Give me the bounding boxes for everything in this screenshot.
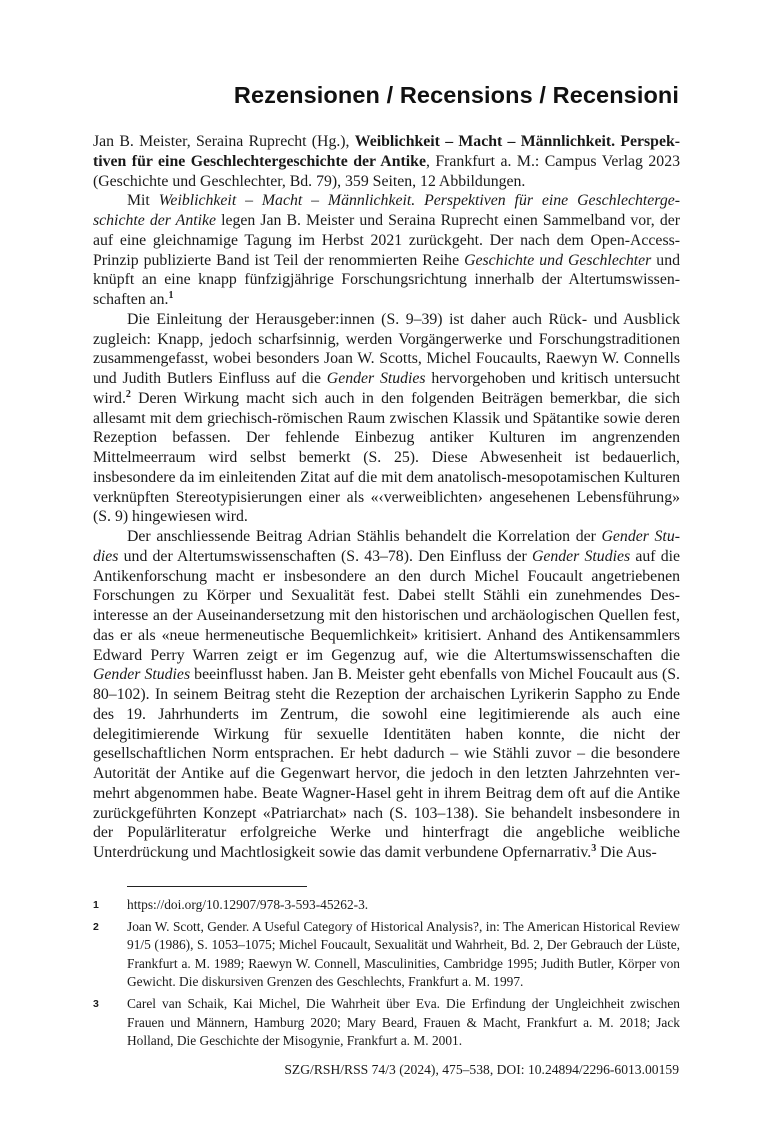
- text-span: Mit: [127, 192, 159, 210]
- italic-term: Gender Studies: [326, 370, 426, 387]
- footnote-text: Joan W. Scott, Gender. A Useful Category of Historical Analysis?, in: The American Historical Review 91/5 (1986), S. 1053–1075; Michel Foucault, Sexualität und Wahrheit, Bd. 2, Der Gebrauch der Lüste, Frankfurt a. M. 1989; Raewyn W. Connell, Masculinities, Cambridge 1995; Judith Butler, Körper von Gewicht. Die diskursiven Grenzen des Geschlechts, Frankfurt a. M. 1997.: [127, 918, 680, 990]
- footnote-ref-1[interactable]: 1: [168, 290, 174, 301]
- footnotes: [93, 896, 680, 1054]
- italic-term: Gender Studies: [531, 547, 631, 565]
- text-span: hervorgehoben und kritisch untersucht wird.: [93, 370, 680, 407]
- footnote-separator: [127, 886, 307, 887]
- text-span: und knüpft an eine knapp fünfzigjährige Forschungsrichtung innerhalb der Altertumswissenschaften an.: [93, 251, 680, 308]
- text-span: legen Jan B. Meister und Seraina Ruprecht einen Sammelband vor, der auf eine gleichnamige Tagung im Herbst 2021 zurückgeht. Der nach dem Open-Access-Prinzip publizierte Band ist Teil der renommierten Reihe: [93, 212, 680, 269]
- footnote-2: [93, 918, 680, 992]
- paragraph-3: [93, 527, 680, 863]
- footnote-link[interactable]: https://doi.org/10.12907/978-3-593-45262-3.: [127, 897, 369, 912]
- footnote-ref-3[interactable]: 3: [591, 843, 597, 854]
- footnote-number: 3: [93, 997, 99, 1010]
- paragraph-1: [93, 191, 680, 310]
- footnote-text: Carel van Schaik, Kai Michel, Die Wahrheit über Eva. Die Erfindung der Ungleichheit zwischen Frauen und Männern, Hamburg 2020; Mary Beard, Frauen & Macht, Frankfurt a. M. 2018; Jack Holland, Die Geschichte der Misogynie, Frankfurt a. M. 2001.: [127, 995, 680, 1049]
- text-span: beeinflusst haben. Jan B. Meister geht ebenfalls von Michel Foucault aus (S. 80–102). In seinem Beitrag steht die Rezeption der archaischen Lyrikerin Sappho zu Ende des 19. Jahrhunderts im Zentrum, die sowohl eine legitimierende als auch eine delegitimierende Wirkung für sexuelle Identitäten haben konnte, die nicht der gesellschaftlichen Norm entsprachen. Er hebt dadurch – wie Stähli zuvor – die besondere Autorität der Antike auf die Gegenwart hervor, die jedoch in den letzten Jahrzehnten vermehrt abgenommen habe. Beate Wagner-Hasel geht in ihrem Beitrag dem oft auf die Antike zurückgeführten Konzept «Patriarchat» nach (S. 103–138). Sie behandelt insbesondere in der Populärliteratur erfolgreiche Werke und hinterfragt die angebliche weibliche Unterdrückung und Machtlosigkeit sowie das damit verbundene Opfernarrativ.: [93, 666, 680, 861]
- footnote-3: [93, 995, 680, 1051]
- italic-title: Weiblichkeit – Macht – Männlichkeit. Perspektiven für eine Geschlechtergeschichte der Antike: [93, 192, 680, 229]
- page-footer-citation: SZG/RSH/RSS 74/3 (2024), 475–538, DOI: 10.24894/2296-6013.00159: [284, 1062, 679, 1077]
- text-span: Die Einleitung der Herausgeber:innen (S. 9–39) ist daher auch Rück- und Ausblick zugleich: Knapp, jedoch scharfsinnig, werden Vorgängerwerke und Forschungstraditionen zusammengefasst, wobei besonders Joan W. Scotts, Michel Foucaults, Raewyn W. Connells und Judith Butlers Einfluss auf die: [93, 310, 680, 387]
- footnote-number: 1: [93, 899, 99, 911]
- footnote-1: [93, 896, 680, 915]
- review-body: [93, 132, 680, 863]
- section-header: Rezensionen / Recensions / Recensioni: [233, 82, 679, 108]
- paragraph-2: [93, 310, 680, 527]
- italic-term: Gender Studies: [93, 528, 680, 565]
- text-span: Deren Wirkung macht sich auch in den folgenden Beiträgen bemerkbar, die sich allesamt mit dem griechisch-römischen Raum zwischen Klassik und Spätantike sowie deren Rezeption befassen. Der fehlende Einbezug antiker Kulturen im angrenzenden Mittelmeerraum wird selbst bemerkt (S. 25). Diese Abwesenheit ist bedauerlich, insbesondere da im einleitenden Zitat auf die mit dem anatolisch-mesopotamischen Kulturen verknüpften Stereotypisierungen einer als «‹verweiblichten› angesehenen Lebensführung» (S. 9) hingewiesen wird.: [93, 389, 680, 526]
- text-span: Der anschliessende Beitrag Adrian Stählis behandelt die Korrelation der: [127, 528, 602, 545]
- italic-term: Gender Studies: [93, 666, 191, 684]
- text-span: Die Aus-: [596, 844, 657, 861]
- book-details: , Frankfurt a. M.: Campus Verlag 2023 (Geschichte und Geschlechter, Bd. 79), 359 Seiten, 12 Abbildungen.: [93, 152, 680, 190]
- text-span: auf die Antikenforschung macht er insbesondere an den durch Michel Foucault angetriebenen Forschungen zu Körper und Sexualität fest. Dabei stellt Stähli ein zunehmendes Desinteresse an der Auseinandersetzung mit den historischen und archäologischen Quellen fest, das er als «neue hermeneutische Bequemlichkeit» kritisiert. Anhand des Antikensammlers Edward Perry Warren zeigt er im Gegenzug auf, wie die Altertumswissenschaften die: [93, 547, 680, 664]
- text-span: und der Altertumswissenschaften (S. 43–78). Den Einfluss der: [118, 547, 532, 565]
- book-authors: Jan B. Meister, Seraina Ruprecht (Hg.),: [93, 133, 355, 150]
- book-title: Weiblichkeit – Macht – Männlichkeit. Perspektiven für eine Geschlechtergeschichte der Antike: [93, 133, 681, 170]
- italic-series: Geschichte und Geschlechter: [464, 251, 652, 269]
- bibliographic-entry: [93, 132, 680, 191]
- footnote-number: 2: [93, 920, 99, 933]
- footnote-ref-2[interactable]: 2: [125, 388, 131, 400]
